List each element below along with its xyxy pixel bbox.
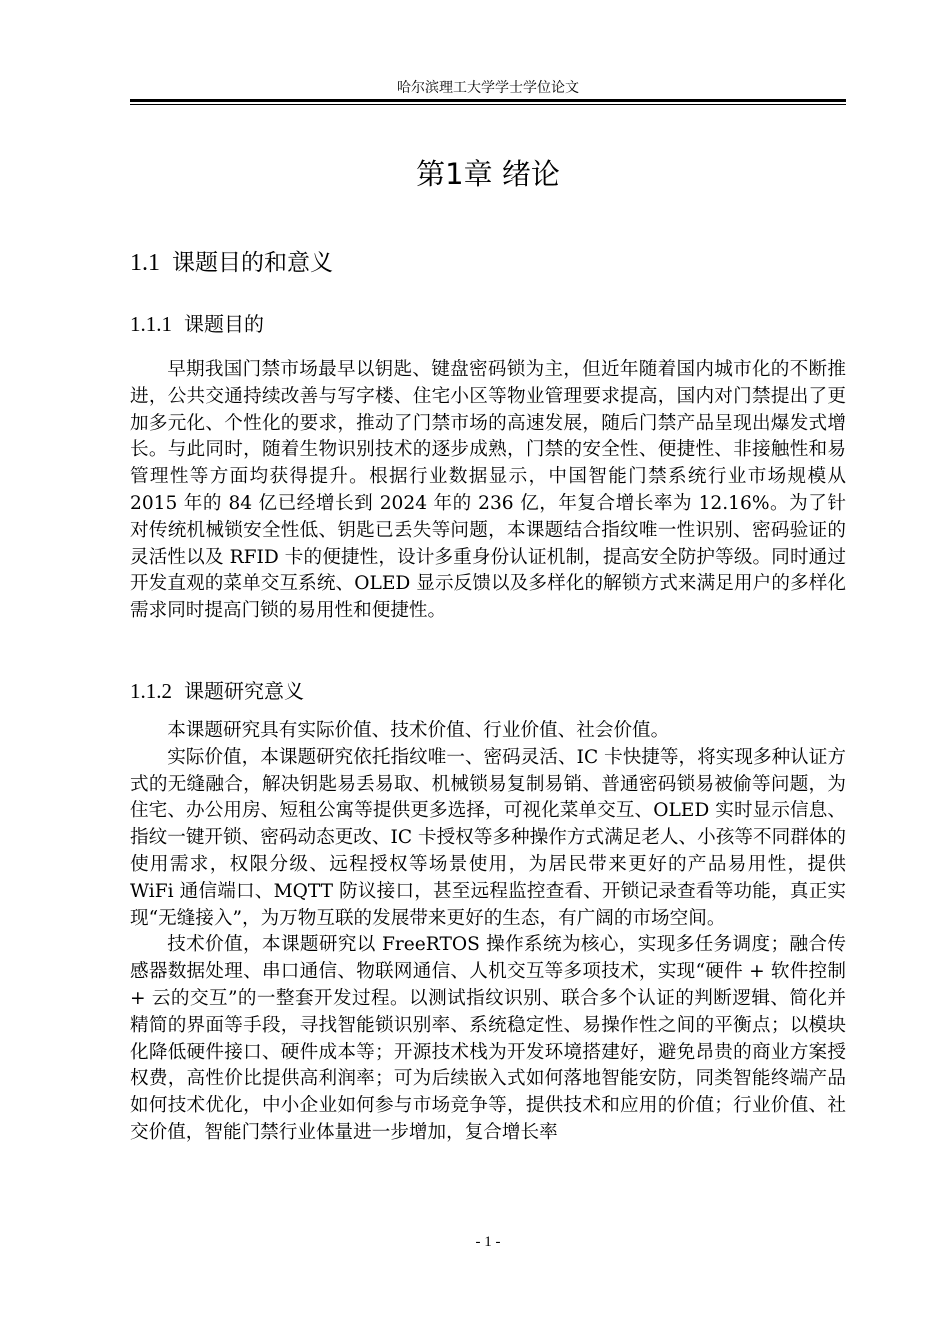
running-header: 哈尔滨理工大学学士学位论文 bbox=[397, 80, 579, 96]
subsection-title: 课题目的 bbox=[184, 312, 264, 336]
subsection-number: 1.1.1 bbox=[130, 312, 172, 336]
section-number: 1.1 bbox=[130, 250, 160, 276]
subsection-number: 1.1.2 bbox=[130, 679, 172, 703]
paragraph: 实际价值，本课题研究依托指纹唯一、密码灵活、IC 卡快捷等，将实现多种认证方式的无缝融合，解决钥匙易丢易取、机械锁易复制易销、普通密码锁易被偷等问题，为住宅、办公用房、短租公寓等提供更多选择，可视化菜单交互、OLED 实时显示信息、指纹一键开锁、密码动态更改、IC 卡授权等多种操作方式满足老人、小孩等不同群体的使用需求，权限分级、远程授权等场景使用，为居民带来更好的产品易用性，提供 WiFi 通信端口、MQTT 防议接口，甚至远程监控查看、开锁记录查看等功能，真正实现“无缝接入”，为万物互联的发展带来更好的生态，有广阔的市场空间。 bbox=[130, 746, 846, 929]
section-title: 课题目的和意义 bbox=[172, 250, 333, 276]
page-number: - 1 - bbox=[475, 1234, 501, 1250]
section-heading-1-1 bbox=[130, 247, 333, 279]
paragraph: 早期我国门禁市场最早以钥匙、键盘密码锁为主，但近年随着国内城市化的不断推进，公共交通持续改善与写字楼、住宅小区等物业管理要求提高，国内对门禁提出了更加多元化、个性化的要求，推动了门禁市场的高速发展，随后门禁产品呈现出爆发式增长。与此同时，随着生物识别技术的逐步成熟，门禁的安全性、便捷性、非接触性和易管理性等方面均获得提升。根据行业数据显示，中国智能门禁系统行业市场规模从 2015 年的 84 亿已经增长到 2024 年的 236 亿，年复合增长率为 12.16%。为了针对传统机械锁安全性低、钥匙已丢失等问题，本课题结合指纹唯一性识别、密码验证的灵活性以及 RFID 卡的便捷性，设计多重身份认证机制，提高安全防护等级。同时通过开发直观的菜单交互系统、OLED 显示反馈以及多样化的解锁方式来满足用户的多样化需求同时提高门锁的易用性和便捷性。 bbox=[130, 359, 846, 622]
chapter-title: 第1章 绪论 bbox=[416, 157, 560, 191]
paragraph: 技术价值，本课题研究以 FreeRTOS 操作系统为核心，实现多任务调度；融合传感器数据处理、串口通信、物联网通信、人机交互等多项技术，实现“硬件 + 软件控制 + 云的交互”的一整套开发过程。以测试指纹识别、联合多个认证的判断逻辑、简化并精简的界面等手段，寻找智能锁识别率、系统稳定性、易操作性之间的平衡点；以模块化降低硬件接口、硬件成本等；开源技术栈为开发环境搭建好，避免昂贵的商业方案授权费，高性价比提供高利润率；可为后续嵌入式如何落地智能安防，同类智能终端产品如何技术优化，中小企业如何参与市场竞争等，提供技术和应用的价值；行业价值、社交价值，智能门禁行业体量进一步增加，复合增长率 bbox=[130, 934, 846, 1143]
paragraph: 本课题研究具有实际价值、技术价值、行业价值、社会价值。 bbox=[167, 720, 670, 741]
subsection-body-1-1-1 bbox=[130, 357, 846, 625]
subsection-heading-1-1-1 bbox=[130, 309, 264, 339]
subsection-heading-1-1-2 bbox=[130, 676, 304, 706]
header-rule-thin bbox=[130, 104, 846, 105]
header-rule-thick bbox=[130, 99, 846, 102]
subsection-body-1-1-2 bbox=[130, 718, 846, 1147]
subsection-title: 课题研究意义 bbox=[184, 679, 304, 703]
